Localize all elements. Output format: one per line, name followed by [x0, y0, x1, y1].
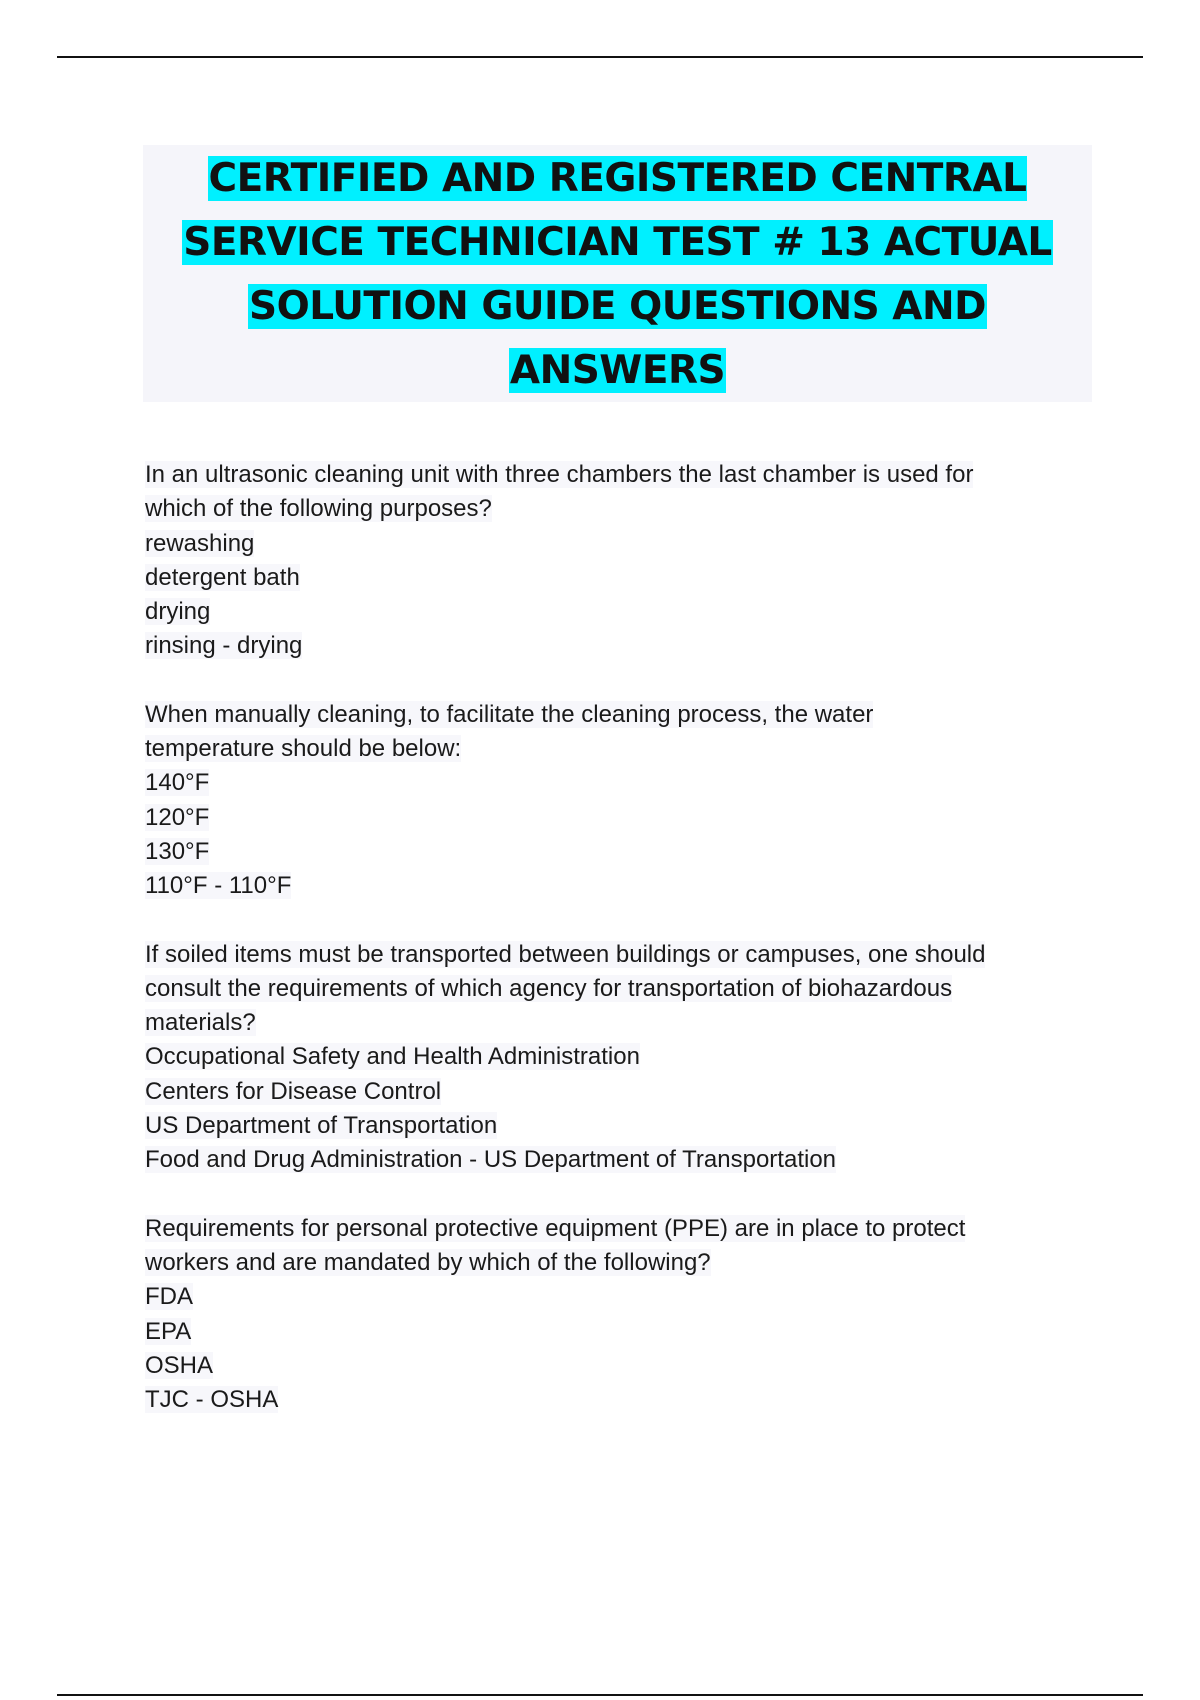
- top-rule: [57, 56, 1143, 58]
- bottom-rule: [57, 1694, 1143, 1696]
- question-block-1: [145, 458, 1105, 664]
- answer-option: 120°F: [145, 803, 210, 831]
- page-title: [143, 145, 1092, 403]
- answer-option: 110°F - 110°F: [145, 872, 292, 900]
- title-line: ANSWERS: [509, 348, 726, 393]
- question-list: [145, 458, 1105, 1451]
- question-text: materials?: [145, 1009, 256, 1037]
- question-block-2: [145, 698, 1105, 904]
- answer-option: TJC - OSHA: [145, 1386, 279, 1414]
- answer-option: EPA: [145, 1317, 192, 1345]
- question-text: workers and are mandated by which of the following?: [145, 1248, 711, 1276]
- answer-option: Food and Drug Administration - US Department of Transportation: [145, 1146, 837, 1174]
- answer-option: Occupational Safety and Health Administration: [145, 1043, 640, 1071]
- answer-option: 140°F: [145, 769, 210, 797]
- title-line: CERTIFIED AND REGISTERED CENTRAL: [208, 156, 1027, 201]
- answer-option: detergent bath: [145, 563, 300, 591]
- question-text: temperature should be below:: [145, 735, 462, 763]
- answer-option: FDA: [145, 1283, 193, 1311]
- question-text: In an ultrasonic cleaning unit with three chambers the last chamber is used for: [145, 461, 974, 488]
- answer-option: Centers for Disease Control: [145, 1077, 442, 1105]
- answer-option: US Department of Transportation: [145, 1112, 498, 1140]
- answer-option: OSHA: [145, 1351, 214, 1379]
- question-text: If soiled items must be transported between buildings or campuses, one should: [145, 940, 986, 968]
- answer-option: rewashing: [145, 529, 255, 557]
- title-line: SOLUTION GUIDE QUESTIONS AND: [249, 284, 986, 329]
- question-text: When manually cleaning, to facilitate the cleaning process, the water: [145, 700, 874, 728]
- question-block-4: [145, 1212, 1105, 1418]
- question-text: Requirements for personal protective equipment (PPE) are in place to protect: [145, 1214, 966, 1242]
- question-block-3: [145, 938, 1105, 1178]
- title-line: SERVICE TECHNICIAN TEST # 13 ACTUAL: [183, 220, 1052, 265]
- title-block: [143, 145, 1092, 402]
- answer-option: rinsing - drying: [145, 632, 303, 660]
- answer-option: drying: [145, 598, 211, 626]
- question-text: which of the following purposes?: [145, 495, 492, 523]
- answer-option: 130°F: [145, 837, 210, 865]
- question-text: consult the requirements of which agency for transportation of biohazardous: [145, 974, 953, 1002]
